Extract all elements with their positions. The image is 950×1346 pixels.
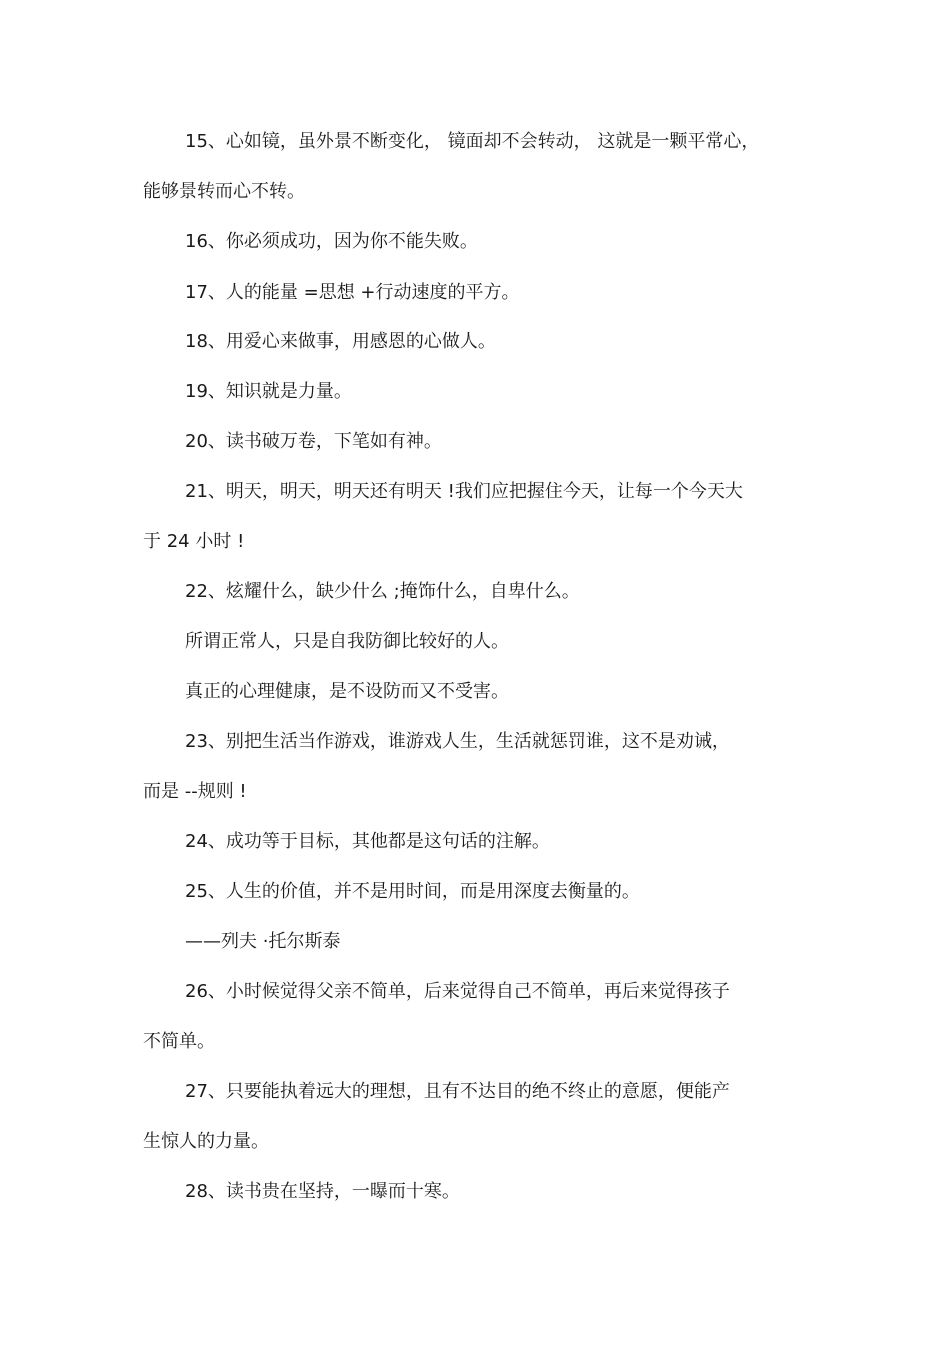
- text-line: 真正的心理健康，是不设防而又不受害。: [185, 681, 509, 702]
- text-line: 24、成功等于目标，其他都是这句话的注解。: [185, 831, 550, 852]
- text-line: 所谓正常人，只是自我防御比较好的人。: [185, 631, 509, 652]
- text-line: 生惊人的力量。: [143, 1131, 269, 1152]
- text-line: 15、心如镜，虽外景不断变化， 镜面却不会转动， 这就是一颗平常心，: [185, 131, 760, 152]
- text-line: 能够景转而心不转。: [143, 181, 305, 202]
- text-line: 18、用爱心来做事，用感恩的心做人。: [185, 331, 496, 352]
- text-line: 27、只要能执着远大的理想，且有不达目的绝不终止的意愿，便能产: [185, 1081, 730, 1102]
- text-line: 而是 --规则 !: [143, 781, 247, 802]
- text-line: ——列夫 ·托尔斯泰: [185, 931, 341, 952]
- text-line: 不简单。: [143, 1031, 215, 1052]
- text-line: 25、人生的价值，并不是用时间，而是用深度去衡量的。: [185, 881, 640, 902]
- text-line: 22、炫耀什么，缺少什么 ;掩饰什么，自卑什么。: [185, 581, 580, 602]
- text-line: 17、人的能量 =思想 +行动速度的平方。: [185, 282, 520, 303]
- text-line: 23、别把生活当作游戏，谁游戏人生，生活就惩罚谁，这不是劝诫，: [185, 731, 730, 752]
- text-line: 于 24 小时 !: [143, 531, 245, 552]
- text-line: 20、读书破万卷，下笔如有神。: [185, 431, 442, 452]
- text-line: 16、你必须成功，因为你不能失败。: [185, 231, 478, 252]
- text-line: 26、小时候觉得父亲不简单，后来觉得自己不简单，再后来觉得孩子: [185, 981, 730, 1002]
- text-line: 19、知识就是力量。: [185, 381, 352, 402]
- text-line: 21、明天，明天，明天还有明天 !我们应把握住今天，让每一个今天大: [185, 481, 743, 502]
- text-line: 28、读书贵在坚持，一曝而十寒。: [185, 1181, 460, 1202]
